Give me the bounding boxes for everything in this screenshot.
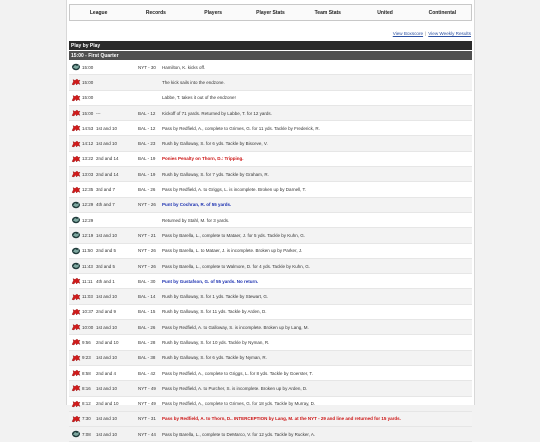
ponies-logo-icon bbox=[69, 369, 82, 377]
play-down-distance: 2nd and 14 bbox=[96, 171, 119, 177]
play-time: 8:16 bbox=[82, 385, 91, 391]
nyt-team-logo-icon bbox=[69, 63, 82, 71]
view-weekly-results-link[interactable]: View Weekly Results bbox=[428, 31, 471, 36]
play-row bbox=[69, 121, 472, 136]
play-row bbox=[69, 335, 472, 350]
play-ball-spot: BAL - 12 bbox=[138, 110, 156, 116]
play-time: 12:19 bbox=[82, 232, 94, 238]
play-row bbox=[69, 412, 472, 427]
nav-item-united[interactable]: United bbox=[377, 9, 393, 16]
play-ball-spot: NYT - 49 bbox=[138, 385, 156, 391]
play-ball-spot: NYT - 26 bbox=[138, 263, 156, 269]
quarter-header: 15:00 - First Quarter bbox=[69, 51, 472, 60]
play-time: 15:00 bbox=[82, 110, 94, 116]
play-time: 9:23 bbox=[82, 355, 91, 361]
play-down-distance: 1st and 10 bbox=[96, 141, 118, 147]
page-container bbox=[66, 0, 475, 437]
play-row bbox=[69, 320, 472, 335]
play-ball-spot: NYT - 31 bbox=[138, 416, 156, 422]
play-down-distance: 1st and 10 bbox=[96, 416, 118, 422]
play-down-distance: 2nd and 10 bbox=[96, 339, 119, 345]
play-time: 15:00 bbox=[82, 64, 94, 70]
play-row bbox=[69, 60, 472, 75]
play-down-distance: 3rd and 5 bbox=[96, 263, 116, 269]
nyt-team-logo-icon bbox=[69, 201, 82, 209]
play-ball-spot: BAL - 30 bbox=[138, 278, 156, 284]
ponies-logo-icon bbox=[69, 155, 82, 163]
ponies-logo-icon bbox=[69, 338, 82, 346]
play-row bbox=[69, 106, 472, 121]
play-description: Pass by Barella, L., complete to Mataer, J. for 5 yds. Tackle by Kuhn, G. bbox=[162, 232, 305, 238]
play-time: 8:58 bbox=[82, 370, 91, 376]
play-row bbox=[69, 351, 472, 366]
play-description: Pass by Redfield, A., complete to Grimes, G. for 11 yds. Tackle by Frederick, R. bbox=[162, 125, 320, 131]
link-separator: | bbox=[425, 31, 427, 36]
play-time: 8:12 bbox=[82, 401, 91, 407]
ponies-logo-icon bbox=[69, 323, 82, 331]
play-time: 15:00 bbox=[82, 95, 94, 101]
play-description: Pass by Redfield, A. to Thorn, D.. INTERCEPTION by Lang, M. at the NYT - 29 and line and returned for 15 yards. bbox=[162, 416, 401, 422]
play-row bbox=[69, 259, 472, 274]
play-time: 9:56 bbox=[82, 339, 91, 345]
play-ball-spot: BAL - 38 bbox=[138, 355, 156, 361]
play-time: 12:29 bbox=[82, 217, 94, 223]
play-time: 15:00 bbox=[82, 79, 94, 85]
play-ball-spot: BAL - 26 bbox=[138, 187, 156, 193]
play-ball-spot: NYT - 21 bbox=[138, 232, 156, 238]
play-row bbox=[69, 397, 472, 412]
play-description: Returned by Stahl, M. for 3 yards. bbox=[162, 217, 230, 223]
nav-item-player-stats[interactable]: Player Stats bbox=[256, 9, 285, 16]
play-down-distance: 4th and 1 bbox=[96, 278, 115, 284]
nav-item-records[interactable]: Records bbox=[145, 9, 166, 16]
play-time: 14:53 bbox=[82, 125, 94, 131]
play-ball-spot: NYT - 44 bbox=[138, 431, 156, 437]
play-ball-spot: NYT - 30 bbox=[138, 64, 156, 70]
ponies-logo-icon bbox=[69, 308, 82, 316]
ponies-logo-icon bbox=[69, 170, 82, 178]
ponies-logo-icon bbox=[69, 140, 82, 148]
play-row bbox=[69, 167, 472, 182]
play-row bbox=[69, 427, 472, 442]
play-ball-spot: NYT - 26 bbox=[138, 248, 156, 254]
ponies-logo-icon bbox=[69, 277, 82, 285]
play-row bbox=[69, 213, 472, 228]
play-description: Pass by Redfield, A., complete to Griggs, L. for 8 yds. Tackle by Goerster, T. bbox=[162, 370, 313, 376]
play-down-distance: 2nd and 14 bbox=[96, 156, 119, 162]
play-down-distance: 2nd and 10 bbox=[96, 401, 119, 407]
play-time: 11:11 bbox=[82, 278, 93, 284]
play-ball-spot: NYT - 49 bbox=[138, 401, 156, 407]
play-time: 10:37 bbox=[82, 309, 94, 315]
plays-list bbox=[69, 60, 472, 442]
play-time: 11:50 bbox=[82, 248, 93, 254]
play-ball-spot: BAL - 15 bbox=[138, 309, 156, 315]
play-row bbox=[69, 289, 472, 304]
play-ball-spot: BAL - 23 bbox=[138, 141, 156, 147]
play-ball-spot: BAL - 19 bbox=[138, 171, 156, 177]
play-description: Pass by Redfield, A. to Galloway, S. is incomplete. Broken up by Lang, M. bbox=[162, 324, 309, 330]
play-down-distance: 2nd and 4 bbox=[96, 370, 117, 376]
play-description: Rush by Galloway, S. for 6 yds. Tackle by Bisceve, V. bbox=[162, 141, 268, 147]
play-description: Punt by Cochran, R. of 55 yards. bbox=[162, 202, 232, 208]
nav-item-players[interactable]: Players bbox=[204, 9, 223, 16]
play-down-distance: 1st and 10 bbox=[96, 125, 118, 131]
play-description: Pass by Redfield, A. to Purcher, S. is incomplete. Broken up by Arden, D. bbox=[162, 385, 308, 391]
play-row bbox=[69, 244, 472, 259]
play-description: Rush by Galloway, S. for 7 yds. Tackle by Graham, R. bbox=[162, 171, 269, 177]
ponies-logo-icon bbox=[69, 293, 82, 301]
play-description: Pass by Redfield, A. to Griggs, L. is incomplete. Broken up by Darnell, T. bbox=[162, 187, 306, 193]
play-down-distance: 2nd and 9 bbox=[96, 309, 117, 315]
play-ball-spot: BAL - 19 bbox=[138, 156, 156, 162]
play-row bbox=[69, 91, 472, 106]
play-down-distance: 4th and 7 bbox=[96, 202, 115, 208]
play-down-distance: 1st and 10 bbox=[96, 232, 118, 238]
play-down-distance: 1st and 10 bbox=[96, 355, 118, 361]
play-ball-spot: BAL - 12 bbox=[138, 125, 156, 131]
play-time: 11:03 bbox=[82, 294, 93, 300]
play-down-distance: 1st and 10 bbox=[96, 324, 118, 330]
ponies-logo-icon bbox=[69, 78, 82, 86]
play-ball-spot: BAL - 42 bbox=[138, 370, 156, 376]
play-ball-spot: BAL - 26 bbox=[138, 324, 156, 330]
play-down-distance: 1st and 10 bbox=[96, 431, 118, 437]
play-down-distance: 1st and 10 bbox=[96, 294, 118, 300]
play-time: 12:35 bbox=[82, 187, 94, 193]
play-row bbox=[69, 274, 472, 289]
play-time: 7:30 bbox=[82, 416, 91, 422]
play-time: 11:43 bbox=[82, 263, 93, 269]
play-row bbox=[69, 136, 472, 151]
play-description: The kick sails into the endzone. bbox=[162, 79, 225, 85]
ponies-logo-icon bbox=[69, 415, 82, 423]
ponies-logo-icon bbox=[69, 354, 82, 362]
play-ball-spot: BAL - 28 bbox=[138, 339, 156, 345]
play-time: 10:00 bbox=[82, 324, 94, 330]
view-boxscore-link[interactable]: View Boxscore bbox=[392, 31, 424, 36]
play-row bbox=[69, 228, 472, 243]
play-down-distance: 1st and 10 bbox=[96, 385, 118, 391]
play-row bbox=[69, 305, 472, 320]
play-description: Kickoff of 71 yards. Returned by Labbe, T. for 12 yards. bbox=[162, 110, 272, 116]
ponies-logo-icon bbox=[69, 124, 82, 132]
play-description: Pass by Barella, L. to Mataer, J. is incomplete. Broken up by Parker, J. bbox=[162, 248, 303, 254]
play-time: 13:03 bbox=[82, 171, 94, 177]
play-time: 13:22 bbox=[82, 156, 94, 162]
play-description: Hamilton, K. kicks off. bbox=[162, 64, 206, 70]
play-time: 14:12 bbox=[82, 141, 94, 147]
play-time: 12:29 bbox=[82, 202, 94, 208]
nyt-team-logo-icon bbox=[69, 262, 82, 270]
nyt-team-logo-icon bbox=[69, 216, 82, 224]
nav-item-league[interactable]: League bbox=[89, 9, 108, 16]
play-ball-spot: NYT - 26 bbox=[138, 202, 156, 208]
play-description: Rush by Galloway, S. for 10 yds. Tackle by Nyman, R. bbox=[162, 339, 270, 345]
nav-item-continental[interactable]: Continental bbox=[428, 9, 457, 16]
play-time: 7:08 bbox=[82, 431, 91, 437]
play-row bbox=[69, 381, 472, 396]
play-row bbox=[69, 198, 472, 213]
nyt-team-logo-icon bbox=[69, 247, 82, 255]
nyt-team-logo-icon bbox=[69, 430, 82, 438]
ponies-logo-icon bbox=[69, 186, 82, 194]
nav-item-team-stats[interactable]: Team Stats bbox=[314, 9, 341, 16]
play-description: Punt by Gustafson, G. of 55 yards. No return. bbox=[162, 278, 259, 284]
nyt-team-logo-icon bbox=[69, 231, 82, 239]
play-description: Pass by Redfield, A., complete to Grimes, G. for 18 yds. Tackle by Murray, D. bbox=[162, 401, 316, 407]
ponies-logo-icon bbox=[69, 94, 82, 102]
play-description: Labbe, T. takes it out of the endzone! bbox=[162, 95, 236, 101]
play-description: Rush by Galloway, S. for 11 yds. Tackle by Arden, D. bbox=[162, 309, 267, 315]
result-links bbox=[70, 29, 471, 38]
play-down-distance: --- bbox=[96, 110, 101, 116]
ponies-logo-icon bbox=[69, 109, 82, 117]
ponies-logo-icon bbox=[69, 384, 82, 392]
play-row bbox=[69, 366, 472, 381]
play-row bbox=[69, 75, 472, 90]
ponies-logo-icon bbox=[69, 400, 82, 408]
play-by-play-header: Play by Play bbox=[69, 41, 472, 50]
play-ball-spot: BAL - 14 bbox=[138, 294, 156, 300]
play-description: Pass by Barella, L., complete to Walmore, D. for 4 yds. Tackle by Kuhn, G. bbox=[162, 263, 311, 269]
play-description: Rush by Galloway, S. for 1 yds. Tackle by Stewart, G. bbox=[162, 294, 269, 300]
play-row bbox=[69, 152, 472, 167]
play-down-distance: 3rd and 7 bbox=[96, 187, 116, 193]
play-description: Ponies Penalty on Thorn, D.: Tripping. bbox=[162, 156, 244, 162]
play-description: Rush by Galloway, S. for 6 yds. Tackle by Nyman, R. bbox=[162, 355, 267, 361]
play-row bbox=[69, 182, 472, 197]
play-description: Pass by Barella, L., complete to DeMarco, V. for 12 yds. Tackle by Rucker, A. bbox=[162, 431, 316, 437]
top-navigation bbox=[69, 4, 472, 21]
play-down-distance: 2nd and 5 bbox=[96, 248, 117, 254]
